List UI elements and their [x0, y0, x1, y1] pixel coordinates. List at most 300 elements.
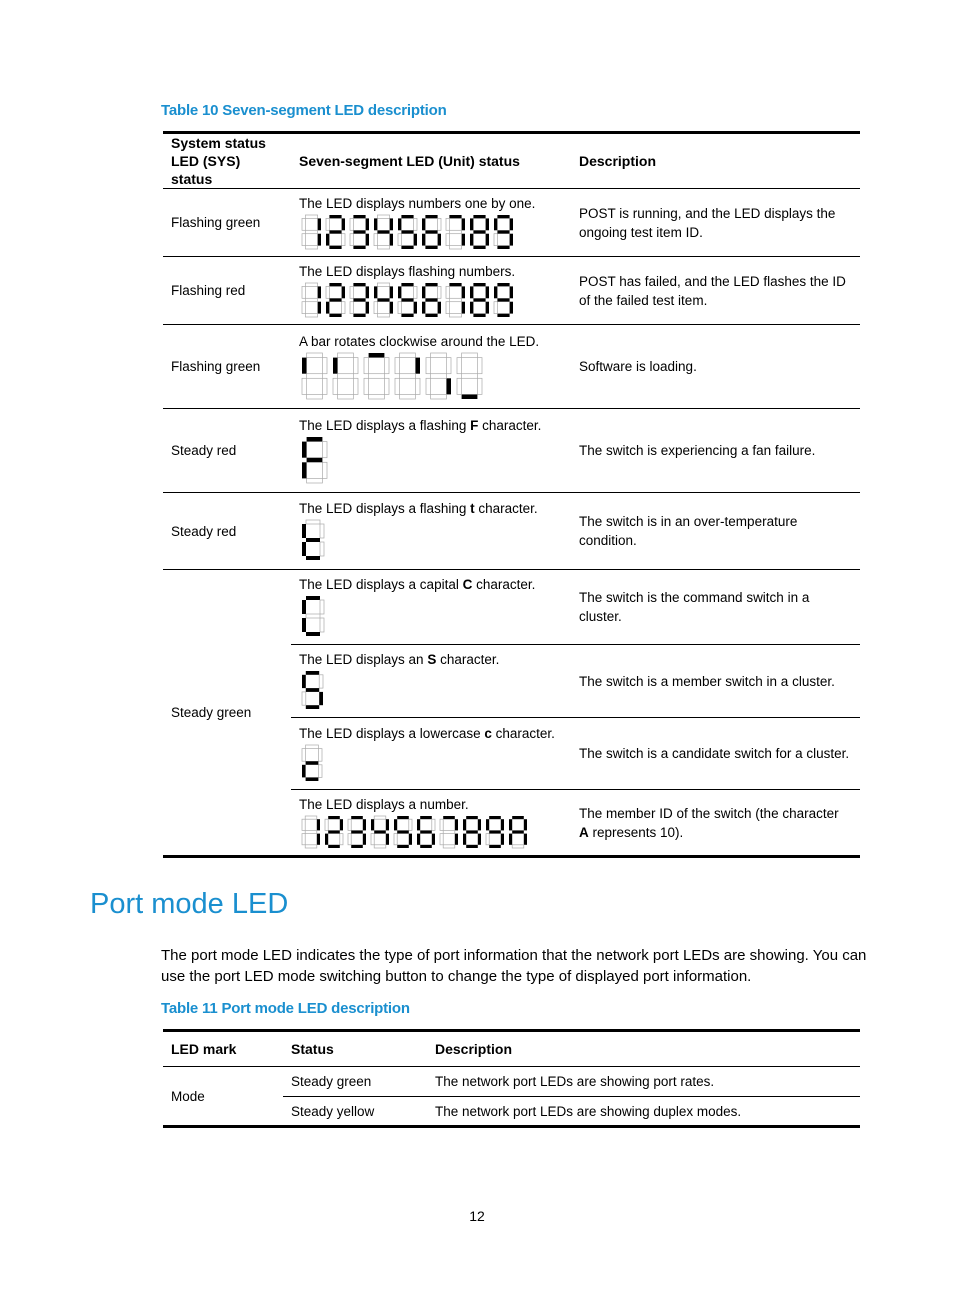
segment-lit — [397, 830, 409, 833]
table-10-header-row — [163, 133, 860, 189]
segment-lit — [417, 833, 420, 844]
segment-lit — [353, 298, 365, 301]
segment-lit — [377, 298, 389, 301]
segment-lit — [414, 233, 417, 245]
segment-unlit — [350, 286, 353, 298]
segment-lit — [497, 215, 509, 218]
seg-text: The LED displays a flashing t character. — [299, 501, 538, 516]
segment-unlit — [338, 373, 354, 378]
letter-f-segment-icon — [299, 436, 563, 484]
segment-lit — [489, 830, 501, 833]
segment-lit — [425, 245, 437, 248]
seven-segment-display — [299, 519, 327, 561]
segment-lit — [302, 441, 307, 457]
header-sys-line2: LED (SYS) status — [171, 153, 241, 187]
seven-segment-display — [299, 214, 516, 250]
segment-lit — [510, 233, 513, 245]
sys-status-cell: Flashing red — [163, 257, 291, 325]
segment-lit — [374, 218, 377, 230]
segment-unlit — [333, 378, 338, 394]
segment-lit — [374, 830, 386, 833]
segment-lit — [473, 215, 485, 218]
description-cell: The network port LEDs are showing port rates. — [427, 1067, 860, 1097]
segment-lit — [486, 218, 489, 230]
segment-lit — [425, 215, 437, 218]
segment-lit — [489, 816, 501, 819]
segment-lit — [363, 819, 366, 830]
segment-lit — [390, 286, 393, 298]
seg-text: The LED displays a flashing F character. — [299, 417, 542, 433]
segment-lit — [318, 218, 321, 230]
segment-unlit — [342, 233, 345, 245]
header-seg-status: Seven-segment LED (Unit) status — [291, 133, 571, 189]
segment-lit — [306, 556, 320, 560]
segment-lit — [326, 301, 329, 313]
segment-lit — [494, 218, 497, 230]
segment-unlit — [462, 373, 478, 378]
segment-lit — [401, 283, 413, 286]
segment-unlit — [320, 600, 324, 614]
segment-unlit — [302, 218, 305, 230]
description-cell: The network port LEDs are showing duplex modes. — [435, 1103, 742, 1119]
segment-unlit — [320, 542, 324, 556]
seg-status-cell — [291, 257, 571, 325]
segment-unlit — [440, 819, 443, 830]
segment-lit — [398, 286, 401, 298]
segment-lit — [462, 286, 465, 298]
seg-status-cell — [291, 718, 571, 790]
segment-lit — [524, 819, 527, 830]
segment-lit — [446, 378, 451, 394]
segment-lit — [398, 218, 401, 230]
segment-lit — [449, 283, 461, 286]
description-cell: Software is loading. — [571, 325, 860, 409]
segment-lit — [302, 524, 306, 538]
header-description: Description — [427, 1031, 860, 1067]
segment-unlit — [414, 286, 417, 298]
segment-lit — [318, 301, 321, 313]
segment-unlit — [443, 844, 455, 847]
segment-unlit — [322, 357, 327, 373]
segment-lit — [510, 301, 513, 313]
description-cell: POST has failed, and the LED flashes the ID of the failed test item. — [571, 257, 860, 325]
segment-lit — [302, 618, 306, 632]
segment-unlit — [431, 373, 447, 378]
segment-lit — [374, 286, 377, 298]
seg-text: The LED displays flashing numbers. — [299, 263, 516, 279]
table-11 — [163, 1029, 860, 1128]
segment-lit — [449, 215, 461, 218]
segment-lit — [366, 218, 369, 230]
segment-lit — [390, 233, 393, 245]
segment-lit — [420, 830, 432, 833]
letter-t-segment-icon — [299, 519, 563, 561]
segment-unlit — [306, 614, 320, 618]
segment-unlit — [305, 844, 317, 847]
segment-lit — [478, 833, 481, 844]
segment-unlit — [446, 218, 449, 230]
segment-unlit — [371, 833, 374, 844]
segment-lit — [462, 394, 478, 399]
segment-unlit — [322, 462, 327, 478]
sys-status-cell: Steady red — [163, 493, 291, 570]
segment-lit — [466, 830, 478, 833]
seven-segment-display — [299, 744, 325, 782]
segment-unlit — [384, 357, 389, 373]
segment-unlit — [400, 353, 416, 358]
segment-lit — [422, 218, 425, 230]
segment-unlit — [348, 833, 351, 844]
segment-lit — [353, 283, 365, 286]
segment-lit — [443, 816, 455, 819]
segment-lit — [363, 833, 366, 844]
segment-unlit — [302, 286, 305, 298]
segment-lit — [401, 298, 413, 301]
seg-status-cell — [291, 409, 571, 493]
segment-unlit — [305, 830, 317, 833]
segment-lit — [512, 830, 524, 833]
segment-unlit — [302, 378, 307, 394]
header-description: Description — [571, 133, 860, 189]
seg-text: The LED displays a number. — [299, 796, 469, 812]
segment-lit — [463, 833, 466, 844]
seg-status-cell — [291, 790, 571, 857]
segment-lit — [353, 230, 365, 233]
segment-lit — [366, 286, 369, 298]
segment-unlit — [325, 819, 328, 830]
segment-lit — [422, 301, 425, 313]
segment-lit — [494, 286, 497, 298]
segment-unlit — [348, 819, 351, 830]
section-title: Port mode LED — [90, 888, 289, 920]
segment-unlit — [398, 301, 401, 313]
segment-lit — [329, 230, 341, 233]
segment-unlit — [438, 218, 441, 230]
seven-segment-digits-icon — [299, 282, 563, 318]
segment-lit — [497, 283, 509, 286]
segment-lit — [473, 298, 485, 301]
segment-lit — [462, 218, 465, 230]
segment-lit — [307, 457, 323, 462]
page-number: 12 — [469, 1208, 485, 1224]
section-paragraph: The port mode LED indicates the type of port information that the network port LEDs are showing. You can use the port LED mode switching button to change the type of displayed port information. — [161, 947, 867, 985]
description-cell: The member ID of the switch (the character A represents 10). — [579, 805, 839, 840]
table-row — [163, 325, 860, 409]
table-row — [163, 189, 860, 257]
header-status: Status — [283, 1031, 427, 1067]
segment-unlit — [477, 357, 482, 373]
segment-lit — [438, 301, 441, 313]
header-sys-line1: System status — [171, 135, 266, 151]
segment-lit — [478, 819, 481, 830]
segment-unlit — [449, 313, 461, 316]
segment-unlit — [431, 394, 447, 399]
segment-unlit — [307, 373, 323, 378]
segment-lit — [302, 542, 306, 556]
segment-lit — [307, 437, 323, 442]
segment-lit — [473, 230, 485, 233]
segment-unlit — [302, 692, 306, 705]
segment-unlit — [449, 298, 461, 301]
segment-unlit — [306, 745, 319, 749]
segment-lit — [317, 819, 320, 830]
seg-text: The LED displays an S character. — [299, 652, 500, 667]
segment-lit — [390, 218, 393, 230]
header-sys-status — [163, 133, 291, 189]
segment-lit — [438, 233, 441, 245]
table-11-caption: Table 11 Port mode LED description — [161, 1000, 410, 1017]
status-cell: Steady green — [283, 1067, 427, 1097]
segment-unlit — [326, 218, 329, 230]
segment-lit — [497, 230, 509, 233]
segment-lit — [510, 218, 513, 230]
segment-unlit — [446, 233, 449, 245]
segment-lit — [302, 462, 307, 478]
description-cell: POST is running, and the LED displays the ongoing test item ID. — [571, 189, 860, 257]
seg-text: The LED displays a lowercase c character. — [299, 725, 555, 741]
segment-lit — [489, 844, 501, 847]
segment-lit — [512, 816, 524, 819]
segment-unlit — [302, 748, 306, 761]
segment-lit — [466, 816, 478, 819]
segment-unlit — [462, 353, 478, 358]
segment-lit — [329, 283, 341, 286]
segment-lit — [415, 357, 420, 373]
segment-lit — [510, 286, 513, 298]
segment-lit — [401, 245, 413, 248]
segment-lit — [306, 632, 320, 636]
segment-unlit — [446, 286, 449, 298]
table-row — [163, 257, 860, 325]
segment-lit — [497, 245, 509, 248]
segment-lit — [417, 819, 420, 830]
segment-unlit — [322, 441, 327, 457]
segment-lit — [401, 215, 413, 218]
segment-unlit — [384, 378, 389, 394]
segment-unlit — [350, 218, 353, 230]
description-cell: The switch is in an over-temperature condition. — [571, 493, 860, 570]
segment-lit — [394, 819, 397, 830]
segment-unlit — [326, 286, 329, 298]
segment-unlit — [350, 233, 353, 245]
segment-unlit — [449, 230, 461, 233]
seg-status-cell — [291, 493, 571, 570]
table-10-caption: Table 10 Seven-segment LED description — [161, 102, 447, 119]
segment-lit — [420, 816, 432, 819]
segment-unlit — [364, 378, 369, 394]
segment-lit — [462, 233, 465, 245]
description-cell: The switch is a candidate switch for a cluster. — [571, 718, 860, 790]
seven-segment-display — [299, 815, 530, 849]
segment-lit — [425, 313, 437, 316]
segment-lit — [470, 218, 473, 230]
segment-unlit — [374, 844, 386, 847]
header-led-mark: LED mark — [163, 1031, 283, 1067]
segment-unlit — [440, 833, 443, 844]
segment-lit — [353, 313, 365, 316]
segment-unlit — [377, 215, 389, 218]
segment-lit — [524, 833, 527, 844]
segment-unlit — [350, 301, 353, 313]
segment-lit — [470, 233, 473, 245]
segment-lit — [340, 819, 343, 830]
segment-unlit — [305, 245, 317, 248]
seg-text: A bar rotates clockwise around the LED. — [299, 333, 540, 349]
sys-status-cell: Steady green — [171, 705, 252, 720]
segment-unlit — [302, 301, 305, 313]
segment-lit — [329, 313, 341, 316]
segment-unlit — [305, 313, 317, 316]
segment-unlit — [374, 301, 377, 313]
segment-unlit — [395, 357, 400, 373]
segment-lit — [306, 538, 320, 542]
segment-unlit — [342, 301, 345, 313]
segment-unlit — [494, 233, 497, 245]
segment-lit — [351, 830, 363, 833]
segment-lit — [397, 844, 409, 847]
segment-lit — [497, 298, 509, 301]
segment-lit — [325, 833, 328, 844]
description-cell: The switch is experiencing a fan failure. — [571, 409, 860, 493]
seg-status-cell — [291, 189, 571, 257]
segment-lit — [462, 301, 465, 313]
segment-unlit — [426, 378, 431, 394]
segment-unlit — [438, 286, 441, 298]
segment-lit — [470, 301, 473, 313]
segment-unlit — [494, 301, 497, 313]
led-mark-cell: Mode — [171, 1088, 205, 1104]
segment-lit — [366, 233, 369, 245]
sys-status-cell: Steady red — [163, 409, 291, 493]
segment-lit — [386, 819, 389, 830]
sys-status-cell: Flashing green — [163, 189, 291, 257]
table-row — [163, 1067, 860, 1097]
table-11-header-row — [163, 1031, 860, 1067]
seven-segment-display — [299, 436, 330, 484]
segment-lit — [425, 283, 437, 286]
segment-lit — [390, 301, 393, 313]
segment-lit — [501, 833, 504, 844]
segment-unlit — [431, 353, 447, 358]
segment-lit — [420, 844, 432, 847]
segment-lit — [306, 705, 319, 709]
segment-lit — [366, 301, 369, 313]
segment-unlit — [409, 819, 412, 830]
segment-lit — [432, 833, 435, 844]
segment-lit — [302, 600, 306, 614]
seg-text: The LED displays a capital C character. — [299, 577, 536, 592]
segment-lit — [369, 353, 385, 358]
segment-lit — [486, 286, 489, 298]
segment-unlit — [319, 675, 323, 688]
segment-unlit — [353, 357, 358, 373]
segment-unlit — [374, 233, 377, 245]
segment-lit — [306, 596, 320, 600]
seven-segment-display — [299, 595, 327, 637]
segment-unlit — [305, 215, 317, 218]
segment-unlit — [369, 394, 385, 399]
segment-unlit — [305, 816, 317, 819]
segment-lit — [329, 215, 341, 218]
segment-unlit — [307, 353, 323, 358]
segment-unlit — [322, 378, 327, 394]
segment-lit — [509, 819, 512, 830]
segment-unlit — [307, 394, 323, 399]
segment-lit — [473, 313, 485, 316]
segment-unlit — [457, 378, 462, 394]
segment-unlit — [443, 830, 455, 833]
segment-unlit — [340, 833, 343, 844]
segment-lit — [466, 844, 478, 847]
seg-status-cell — [291, 645, 571, 718]
table-row — [163, 570, 860, 645]
segment-unlit — [395, 378, 400, 394]
segment-unlit — [486, 833, 489, 844]
table-row — [163, 493, 860, 570]
segment-lit — [306, 688, 319, 692]
segment-lit — [319, 692, 323, 705]
segment-unlit — [353, 378, 358, 394]
segment-lit — [333, 357, 338, 373]
segment-unlit — [512, 844, 524, 847]
segment-lit — [317, 833, 320, 844]
segment-unlit — [377, 245, 389, 248]
segment-unlit — [302, 833, 305, 844]
description-cell: The switch is the command switch in a cluster. — [571, 570, 860, 645]
segment-unlit — [318, 748, 322, 761]
status-cell: Steady yellow — [291, 1103, 375, 1119]
seven-segment-display — [299, 670, 326, 710]
seg-status-cell — [291, 325, 571, 409]
segment-lit — [422, 233, 425, 245]
segment-unlit — [457, 357, 462, 373]
segment-unlit — [302, 233, 305, 245]
segment-lit — [422, 286, 425, 298]
rotating-bar-icon — [299, 352, 563, 400]
segment-lit — [342, 218, 345, 230]
segment-lit — [371, 819, 374, 830]
segment-unlit — [305, 298, 317, 301]
table-10 — [163, 131, 860, 858]
segment-unlit — [377, 313, 389, 316]
segment-unlit — [364, 357, 369, 373]
segment-lit — [425, 230, 437, 233]
description-cell: The switch is a member switch in a cluster. — [571, 645, 860, 718]
segment-lit — [306, 761, 319, 765]
segment-lit — [455, 819, 458, 830]
segment-lit — [473, 245, 485, 248]
segment-lit — [401, 313, 413, 316]
segment-unlit — [446, 357, 451, 373]
segment-unlit — [369, 373, 385, 378]
segment-lit — [302, 764, 306, 777]
segment-unlit — [320, 618, 324, 632]
segment-unlit — [338, 353, 354, 358]
segment-lit — [470, 286, 473, 298]
segment-lit — [351, 844, 363, 847]
segment-lit — [329, 245, 341, 248]
segment-lit — [425, 298, 437, 301]
segment-unlit — [400, 394, 416, 399]
segment-unlit — [449, 245, 461, 248]
segment-lit — [414, 301, 417, 313]
seven-segment-display — [299, 352, 485, 400]
segment-lit — [401, 230, 413, 233]
segment-lit — [386, 833, 389, 844]
seg-text: The LED displays numbers one by one. — [299, 195, 536, 211]
seven-segment-display — [299, 282, 516, 318]
letter-c-capital-segment-icon — [299, 595, 563, 637]
